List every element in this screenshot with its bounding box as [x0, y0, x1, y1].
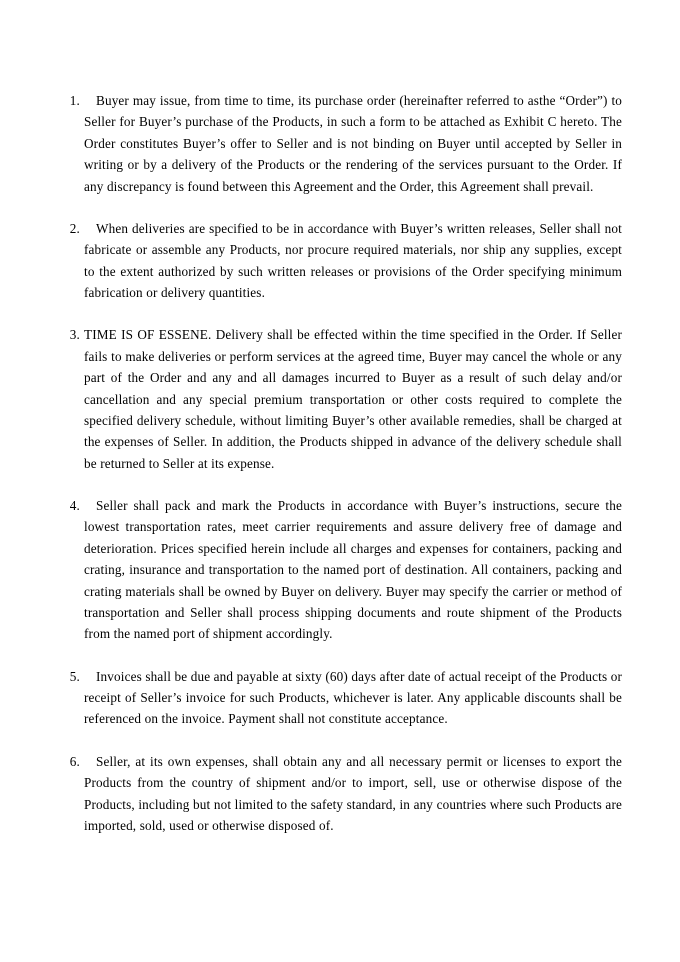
- clause-number: 1.: [69, 93, 80, 108]
- clause-number: 2.: [69, 220, 80, 236]
- clause-number: 3.: [69, 327, 80, 343]
- clause-text: Invoices shall be due and payable at sixty (60) days after date of actual receipt of the Products or receipt of Seller’s invoice for such Products, whichever is later. Any applicable discounts shall be referenced on the invoice. Payment shall not constitute acceptance.: [84, 668, 622, 727]
- clause-number: 5.: [69, 668, 80, 684]
- clause-text: When deliveries are specified to be in accordance with Buyer’s written releases, Seller shall not fabricate or assemble any Products, nor procure required materials, nor ship any supplies, except to the extent authorized by such written releases or provisions of the Order specifying minimum fabrication or delivery quantities.: [84, 220, 622, 300]
- clause-text: Buyer may issue, from time to time, its purchase order (hereinafter referred to asthe “Order”) to Seller for Buyer’s purchase of the Products, in such a form to be attached as Exhibit C hereto. The Order constitutes Buyer’s offer to Seller and is not binding on Buyer until accepted by Seller in writing or by a delivery of the Products or the rendering of the services pursuant to the Order. If any discrepancy is found between this Agreement and the Order, this Agreement shall prevail.: [84, 93, 622, 194]
- clause-text: Seller shall pack and mark the Products in accordance with Buyer’s instructions, secure the lowest transportation rates, meet carrier requirements and assure delivery free of damage and deterioration. Prices specified herein include all charges and expenses for containers, packing and crating, insurance and transportation to the named port of destination. All containers, packing and crating materials shall be owned by Buyer on delivery. Buyer may specify the carrier or method of transportation and Seller shall process shipping documents and route shipment of the Products from the named port of shipment accordingly.: [84, 498, 622, 642]
- clause-item: [58, 666, 622, 730]
- clause-number: 4.: [69, 498, 80, 513]
- clause-number: 6.: [69, 753, 80, 769]
- clause-item: [58, 495, 622, 645]
- clause-text: Seller, at its own expenses, shall obtain any and all necessary permit or licenses to export the Products from the country of shipment and/or to import, sell, use or otherwise dispose of the Products, including but not limited to the safety standard, in any countries where such Products are imported, sold, used or otherwise disposed of.: [84, 753, 622, 833]
- clause-text: TIME IS OF ESSENE. Delivery shall be effected within the time specified in the Order. If Seller fails to make deliveries or perform services at the agreed time, Buyer may cancel the whole or any part of the Order and any and all damages incurred to Buyer as a result of such delay and/or cancellation and any special premium transportation or other costs required to complete the specified delivery schedule, without limiting Buyer’s other available remedies, shall be charged at the expenses of Seller. In addition, the Products shipped in advance of the delivery schedule shall be returned to Seller at its expense.: [84, 327, 622, 471]
- clause-item: [58, 90, 622, 197]
- clause-item: [58, 324, 622, 474]
- clause-list: [58, 90, 622, 836]
- clause-item: [58, 218, 622, 304]
- clause-item: [58, 751, 622, 837]
